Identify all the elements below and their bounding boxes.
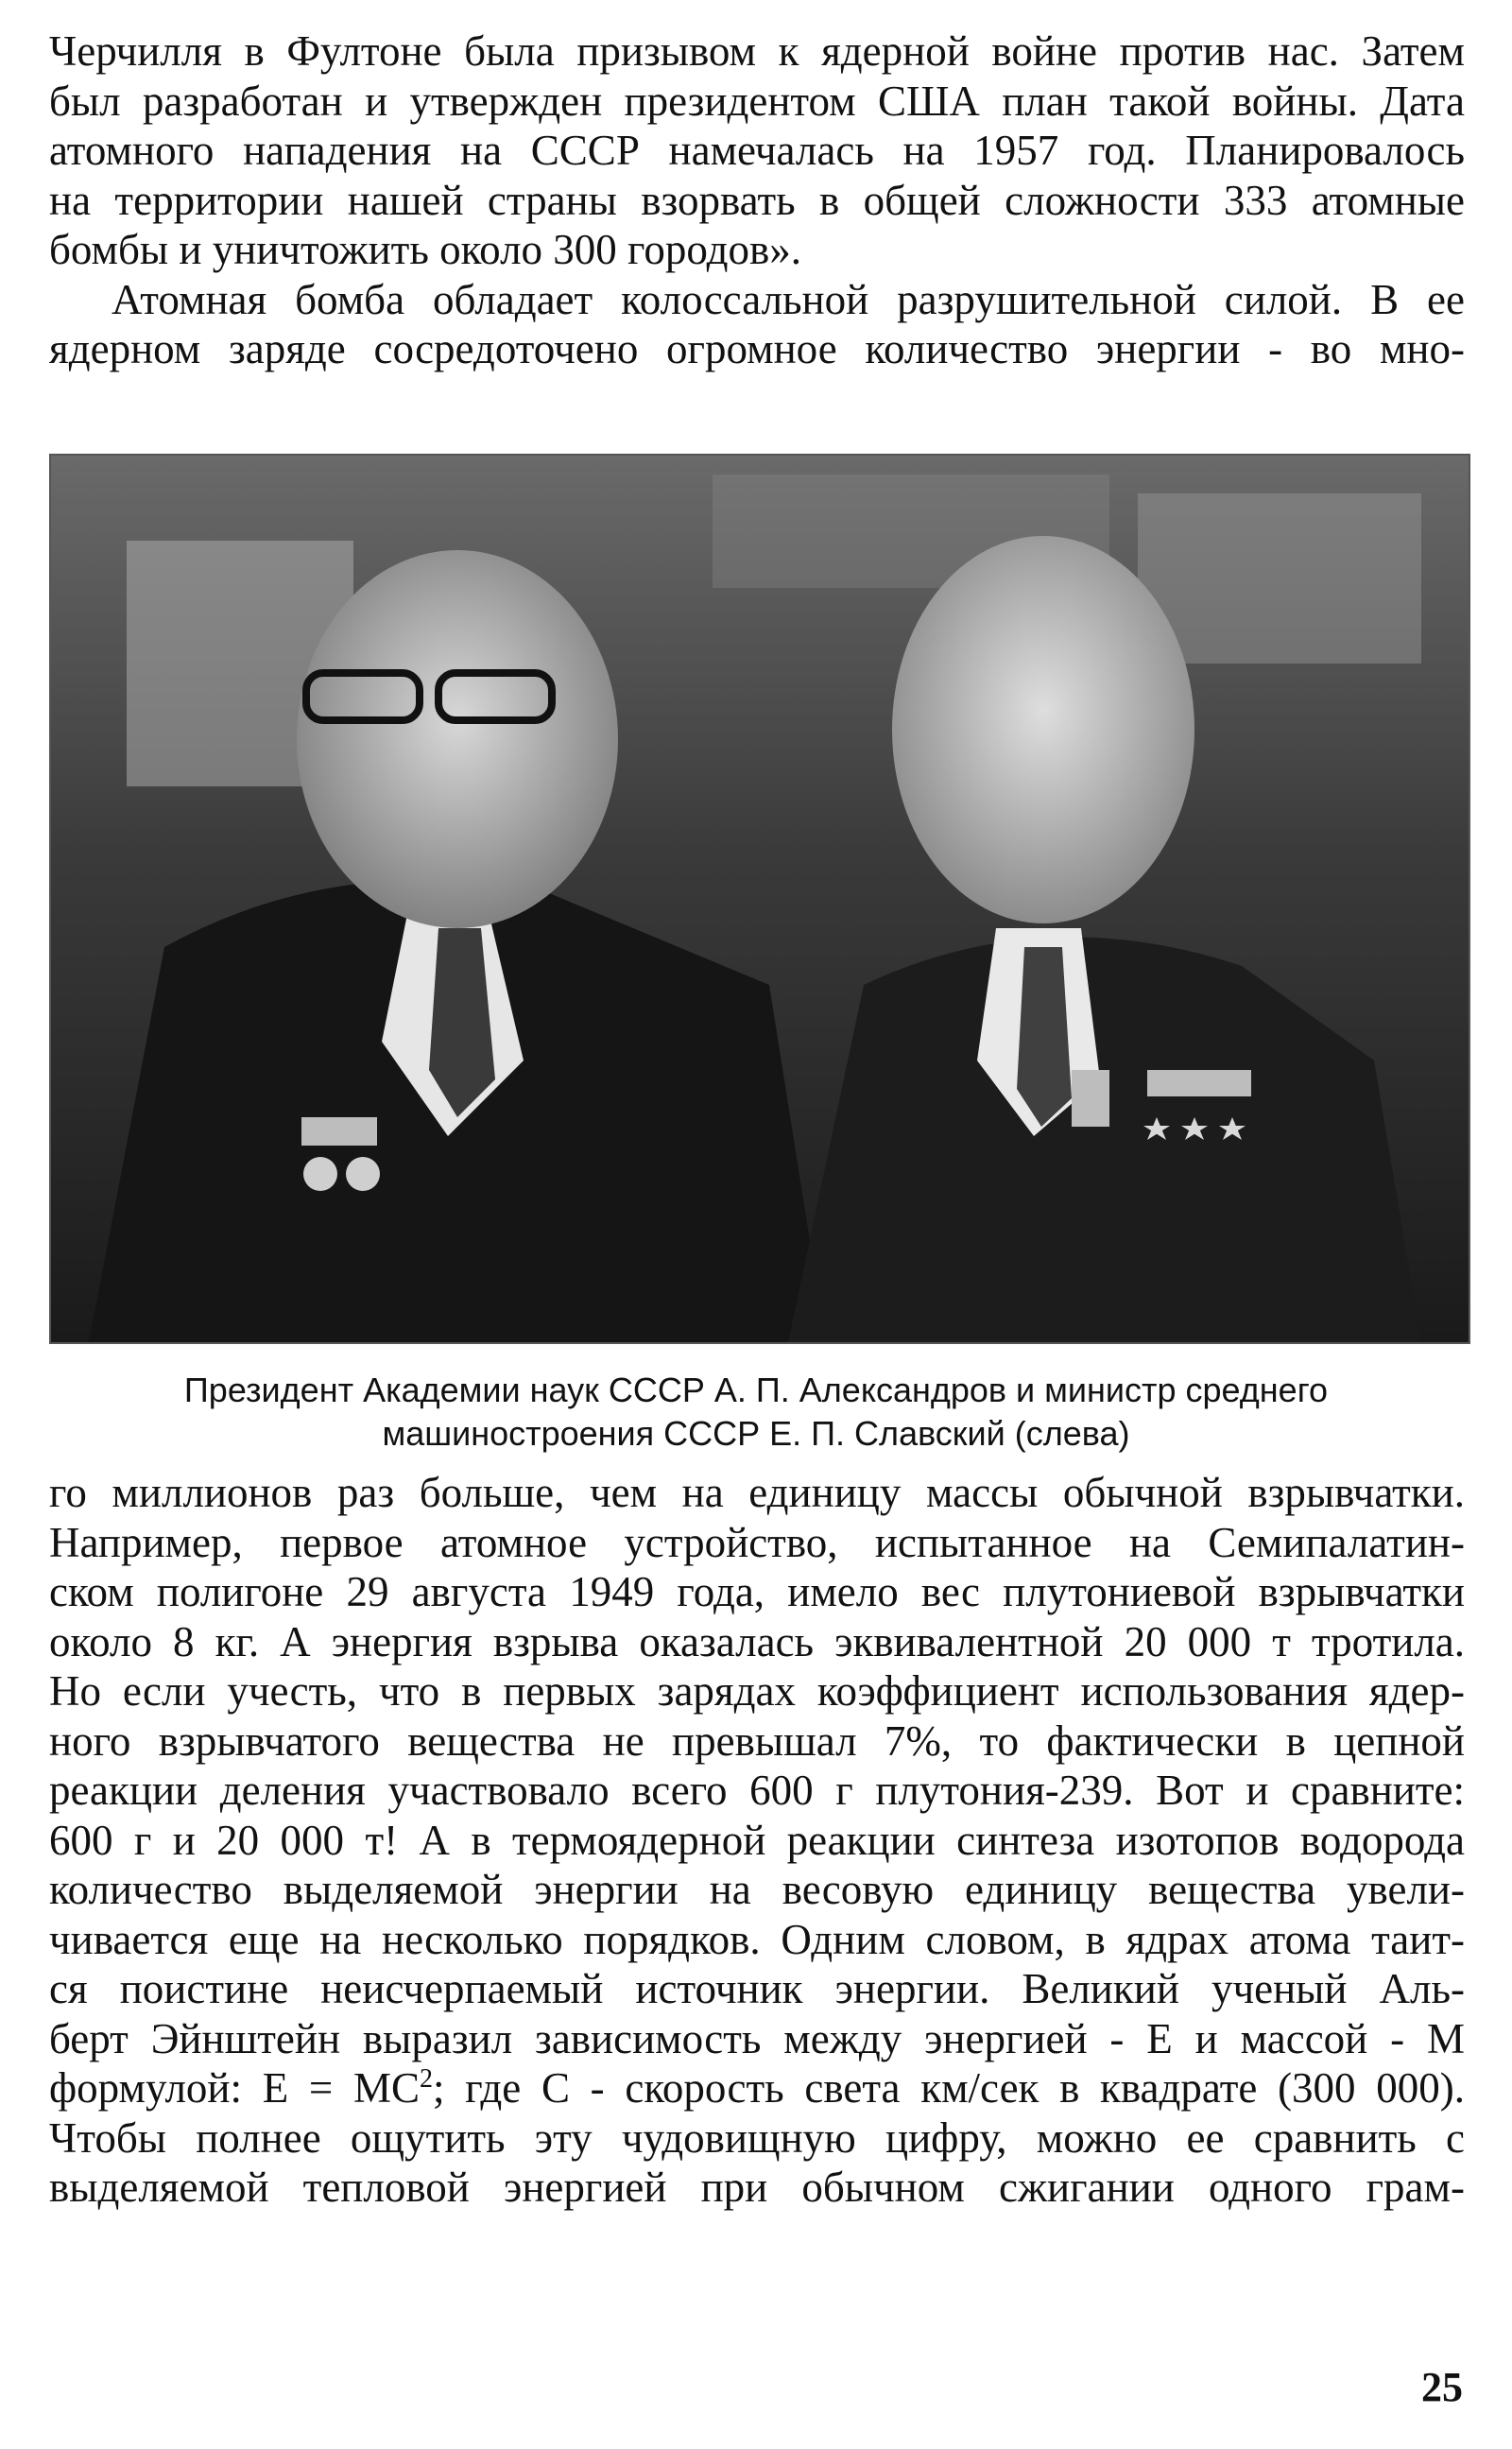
photo-caption <box>0 1369 1512 1456</box>
caption-line: машиностроения СССР Е. П. Славский (слева) <box>382 1414 1130 1453</box>
text-line: бомбы и уничтожить около 300 городов». <box>49 226 801 273</box>
text-line: чивается еще на несколько порядков. Одним словом, в ядрах атома таит- <box>49 1915 1465 1963</box>
text-line: на территории нашей страны взорвать в общей сложности 333 атомные <box>49 176 1465 224</box>
text-line: количество выделяемой энергии на весовую единицу вещества увели- <box>49 1866 1465 1913</box>
text-line: Атомная бомба обладает колоссальной разрушительной силой. В ее <box>112 275 1465 323</box>
text-line: Например, первое атомное устройство, испытанное на Семипалатин- <box>49 1518 1465 1566</box>
paragraph-top <box>49 26 1465 374</box>
text-line: ском полигоне 29 августа 1949 года, имело вес плутониевой взрывчатки <box>49 1568 1465 1615</box>
formula-superscript: 2 <box>420 2064 433 2094</box>
text-line: Черчилля в Фултоне была призывом к ядерной войне против нас. Затем <box>49 27 1465 75</box>
text-line: 600 г и 20 000 т! А в термоядерной реакции синтеза изотопов водорода <box>49 1816 1465 1864</box>
paragraph-bottom <box>49 1468 1465 2213</box>
text-line: был разработан и утвержден президентом США план такой войны. Дата <box>49 77 1465 125</box>
formula-text-rest: ; где С - скорость света км/сек в квадрате (300 000). <box>433 2064 1465 2112</box>
formula-line <box>49 2063 1465 2113</box>
text-line: Но если учесть, что в первых зарядах коэффициент использования ядер- <box>49 1667 1465 1715</box>
photo-illustration <box>51 456 1469 1342</box>
text-line: ся поистине неисчерпаемый источник энергии. Великий ученый Аль- <box>49 1965 1465 2012</box>
text-line: берт Эйнштейн выразил зависимость между энергией - Е и массой - М <box>49 2014 1465 2062</box>
text-line: Чтобы полнее ощутить эту чудовищную цифру, можно ее сравнить с <box>49 2113 1465 2162</box>
text-line: выделяемой тепловой энергией при обычном сжигании одного грам- <box>49 2164 1465 2211</box>
text-line: реакции деления участвовало всего 600 г плутония-239. Вот и сравните: <box>49 1767 1465 1814</box>
formula-text: формулой: Е = МС <box>49 2064 420 2112</box>
text-line: ядерном заряде сосредоточено огромное количество энергии - во мно- <box>49 325 1465 372</box>
text-line: ного взрывчатого вещества не превышал 7%, то фактически в цепной <box>49 1716 1465 1765</box>
page-number: 25 <box>1421 2364 1463 2410</box>
photo-portrait-two-men <box>49 454 1470 1344</box>
caption-line: Президент Академии наук СССР А. П. Александров и министр среднего <box>183 1371 1329 1409</box>
text-line: го миллионов раз больше, чем на единицу массы обычной взрывчатки. <box>49 1469 1465 1516</box>
text-line: атомного нападения на СССР намечалась на 1957 год. Планировалось <box>49 127 1465 174</box>
text-line: около 8 кг. А энергия взрыва оказалась эквивалентной 20 000 т тротила. <box>49 1617 1465 1665</box>
